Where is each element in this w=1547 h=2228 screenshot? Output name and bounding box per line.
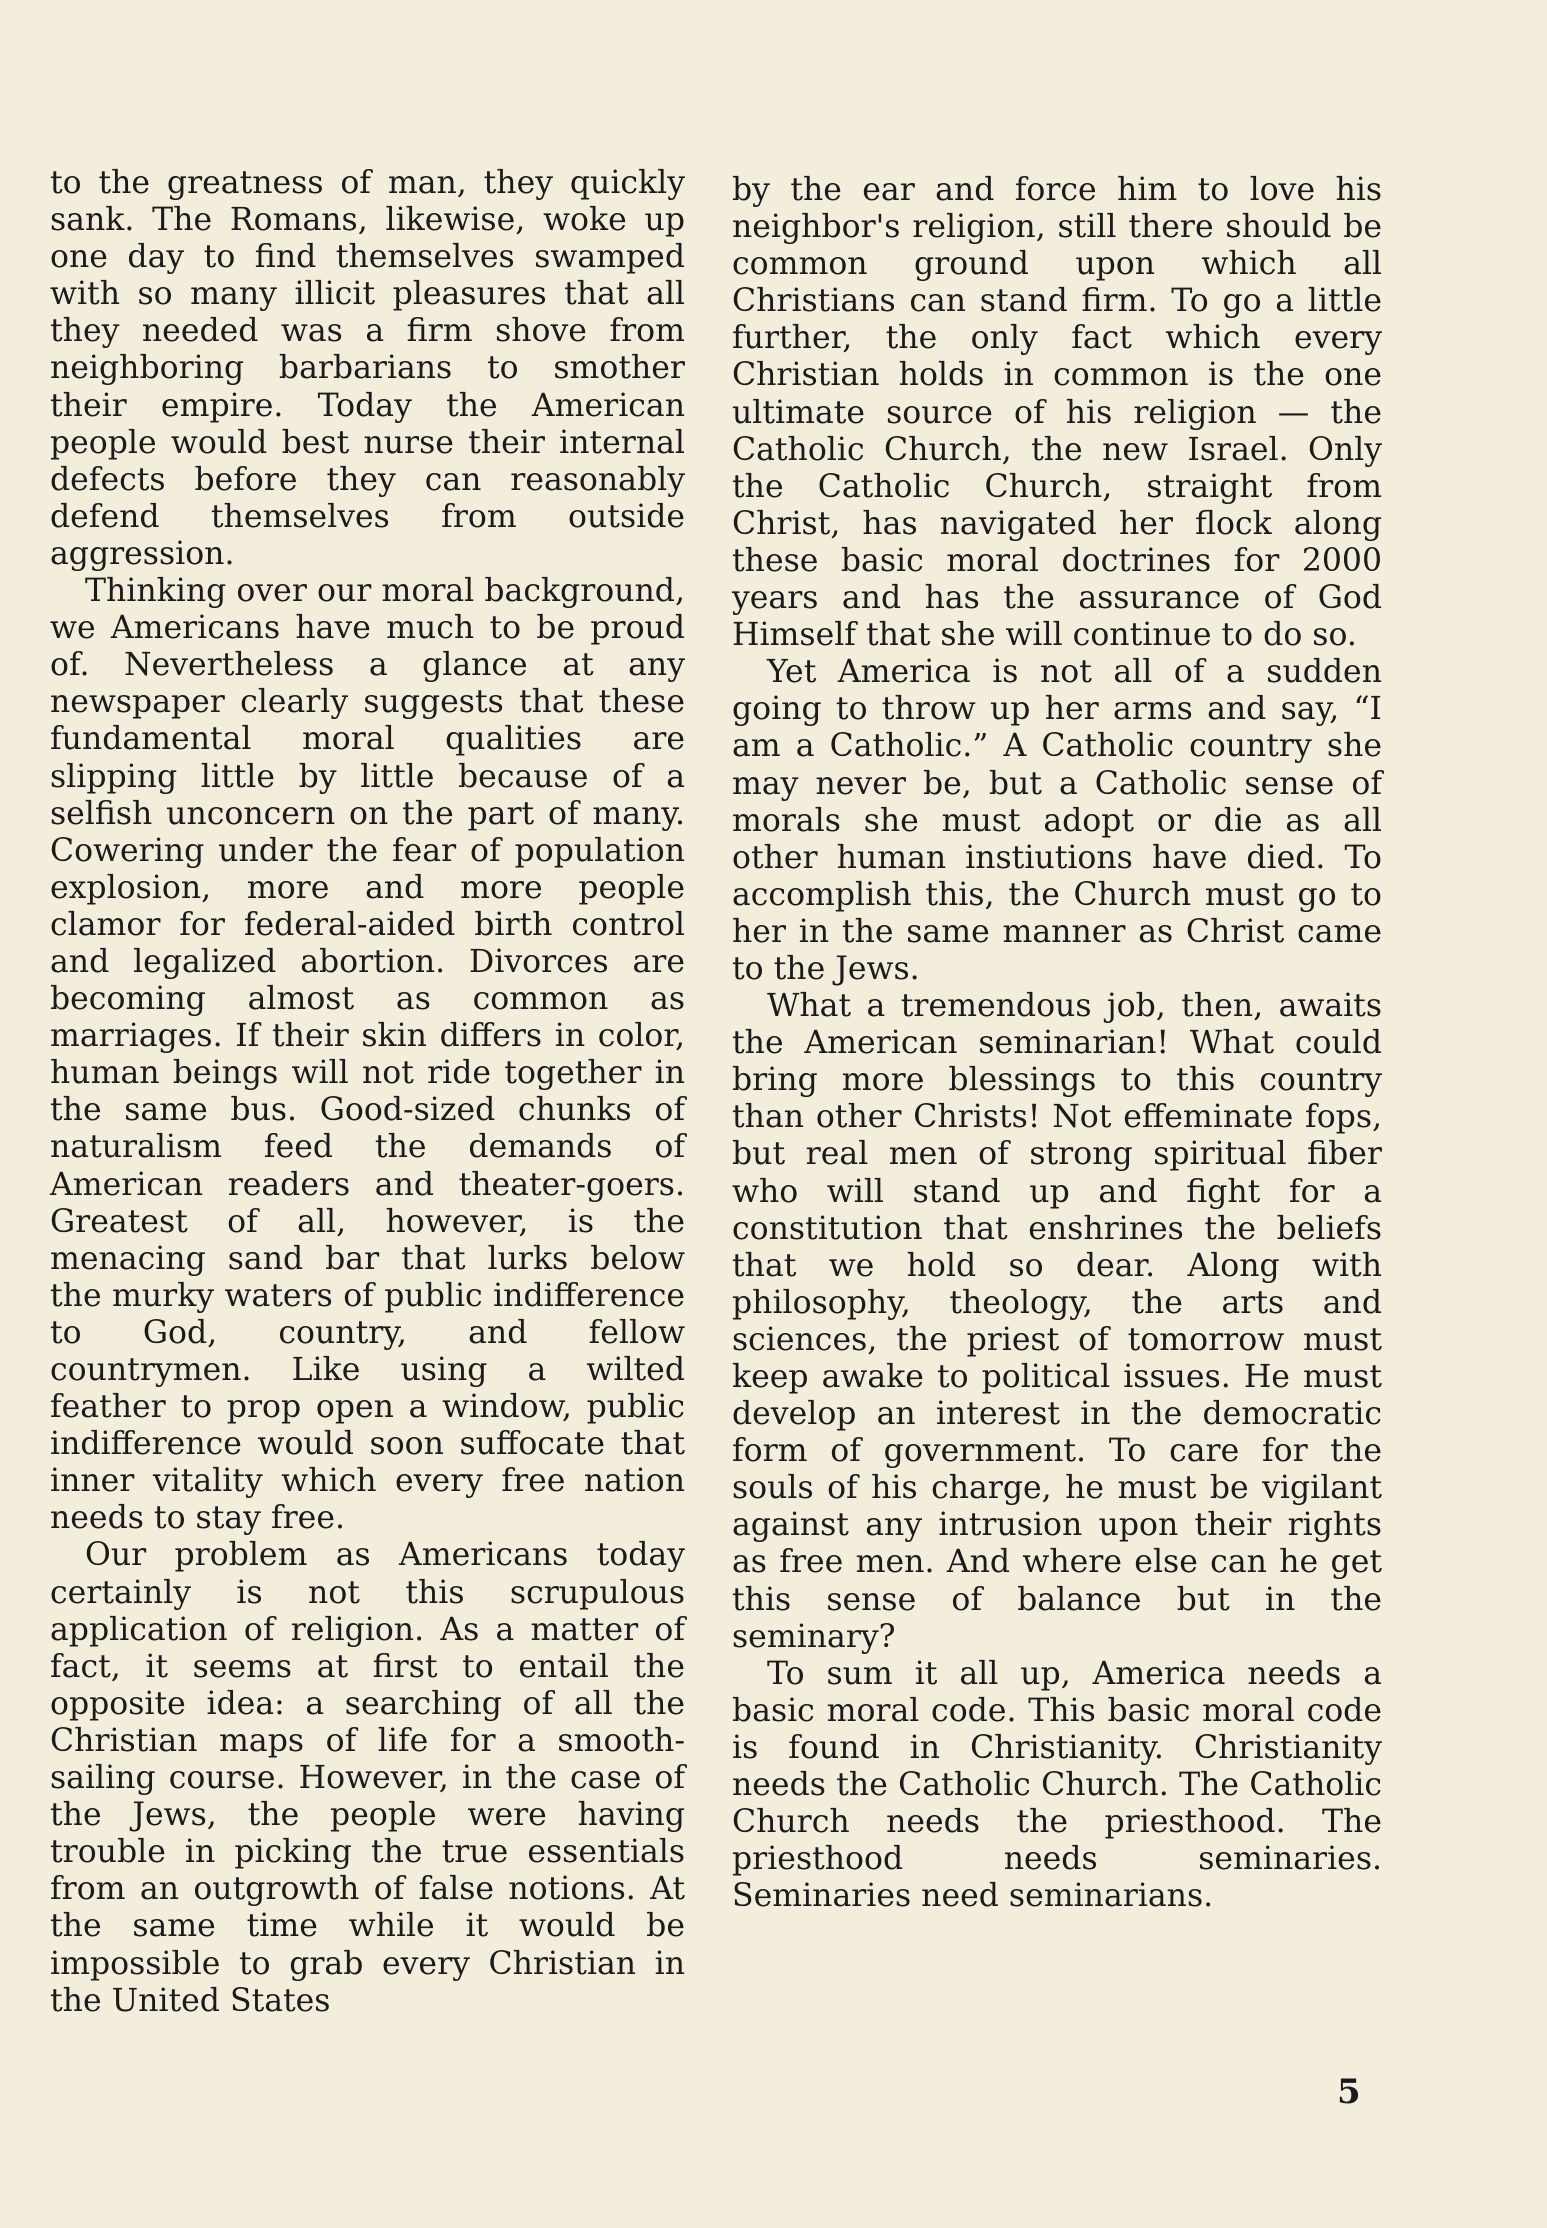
paragraph: to the greatness of man, they quickly sank. The Romans, likewise, woke up one day to find themselves swamped with so many illicit pleasures that all they needed was a firm shove from neighboring barbarians to smother their empire. Today the American people would best nurse their internal defects before they can reasonably defend themselves from outside aggression.	[50, 165, 685, 572]
paragraph: by the ear and force him to love his neighbor's religion, still there should be common ground upon which all Christians can stand firm. To go a little further, the only fact which every Christian holds in common is the one ultimate source of his religion — the Catholic Church, the new Israel. Only the Catholic Church, straight from Christ, has navigated her flock along these basic moral doctrines for 2000 years and has the assurance of God Himself that she will continue to do so.	[732, 172, 1382, 654]
page-number: 5	[1337, 2072, 1361, 2112]
right-column	[732, 172, 1382, 1915]
paragraph: To sum it all up, America needs a basic moral code. This basic moral code is found in Christianity. Christianity needs the Catholic Church. The Catholic Church needs the priesthood. The priesthood needs seminaries. Seminaries need seminarians.	[732, 1655, 1382, 1915]
paragraph: Yet America is not all of a sudden going to throw up her arms and say, “I am a Catholic.” A Catholic country she may never be, but a Catholic sense of morals she must adopt or die as all other human instiutions have died. To accomplish this, the Church must go to her in the same manner as Christ came to the Jews.	[732, 654, 1382, 987]
paragraph: Thinking over our moral background, we Americans have much to be proud of. Nevertheless a glance at any newspaper clearly suggests that these fundamental moral qualities are slipping little by little because of a selfish unconcern on the part of many. Cowering under the fear of population explosion, more and more people clamor for federal-aided birth control and legalized abortion. Divorces are becoming almost as common as marriages. If their skin differs in color, human beings will not ride together in the same bus. Good-sized chunks of naturalism feed the demands of American readers and theater-goers. Greatest of all, however, is the menacing sand bar that lurks below the murky waters of public indifference to God, country, and fellow countrymen. Like using a wilted feather to prop open a window, public indifference would soon suffocate that inner vitality which every free nation needs to stay free.	[50, 573, 685, 1537]
paragraph: Our problem as Americans today certainly is not this scrupulous application of religion. As a matter of fact, it seems at first to entail the opposite idea: a searching of all the Christian maps of life for a smooth-sailing course. However, in the case of the Jews, the people were having trouble in picking the true essentials from an outgrowth of false notions. At the same time while it would be impossible to grab every Christian in the United States	[50, 1537, 685, 2019]
left-column	[50, 165, 685, 2020]
paragraph: What a tremendous job, then, awaits the American seminarian! What could bring more blessings to this country than other Christs! Not effeminate fops, but real men of strong spiritual fiber who will stand up and fight for a constitution that enshrines the beliefs that we hold so dear. Along with philosophy, theology, the arts and sciences, the priest of tomorrow must keep awake to political issues. He must develop an interest in the democratic form of government. To care for the souls of his charge, he must be vigilant against any intrusion upon their rights as free men. And where else can he get this sense of balance but in the seminary?	[732, 988, 1382, 1655]
